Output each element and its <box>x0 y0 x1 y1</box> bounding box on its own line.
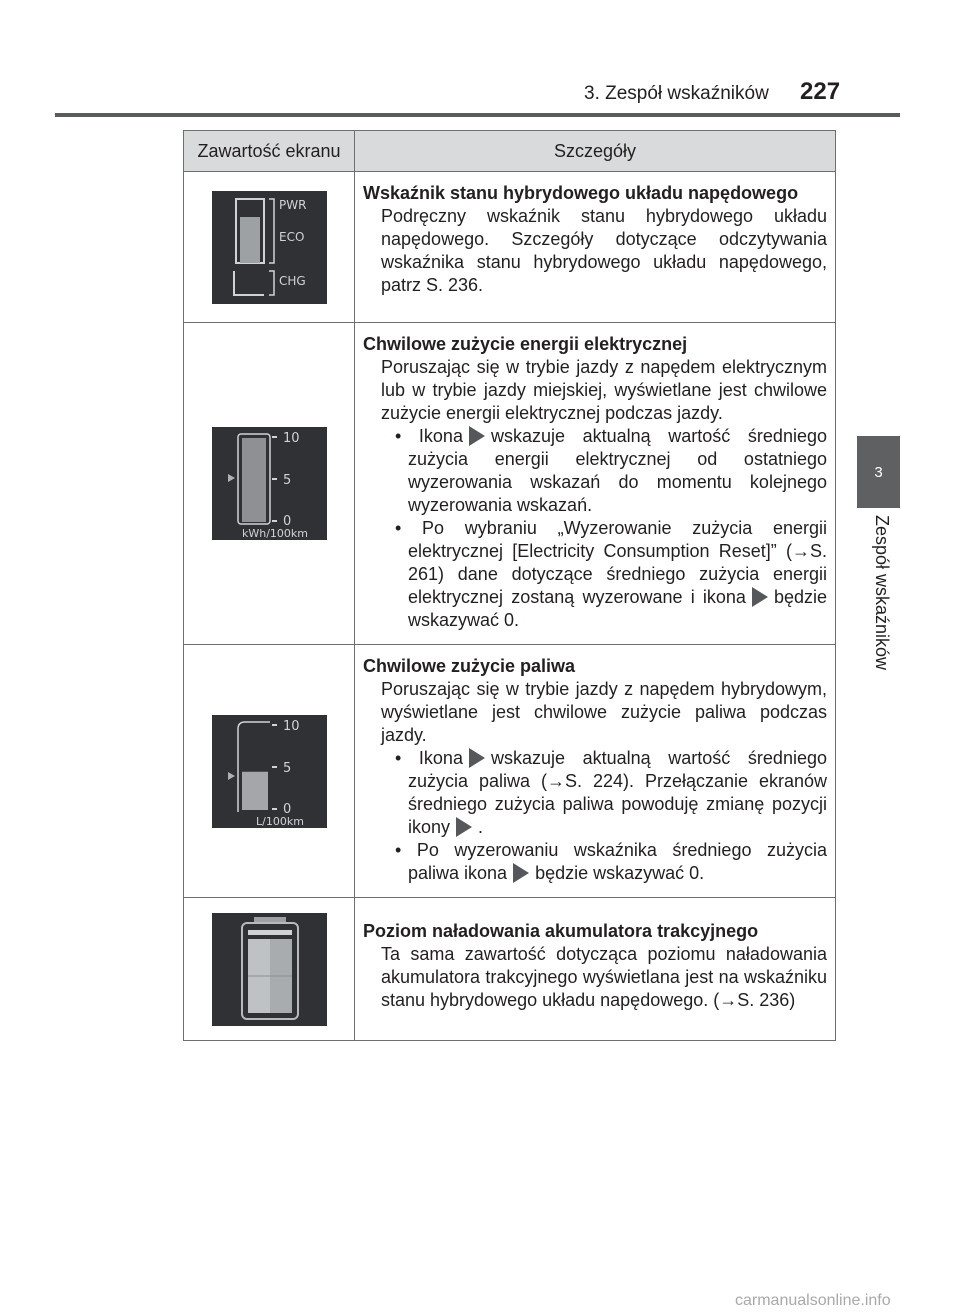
col-header-details: Szczegóły <box>355 131 836 172</box>
tick-label: 0 <box>282 801 291 817</box>
chg-label: CHG <box>278 273 306 288</box>
fuel-consumption-gauge-icon <box>212 715 327 828</box>
tick-label: 10 <box>282 718 300 734</box>
row-title: Chwilowe zużycie paliwa <box>363 656 576 676</box>
chapter-tab[interactable] <box>857 436 900 508</box>
chapter-title: Zespół wskaźników <box>872 515 892 671</box>
average-pointer-icon <box>469 748 485 768</box>
header-rule <box>55 113 900 117</box>
table-row <box>184 898 836 1041</box>
table-row <box>184 172 836 323</box>
row-text: Podręczny wskaźnik stanu hybrydowego układu napędowego. Szczegóły dotyczące odczytywania wskaźnika stanu hybrydowego układu napędowego, patrz S. 236. <box>381 206 827 295</box>
col-header-screen: Zawartość ekranu <box>184 131 355 172</box>
section-header: 3. Zespół wskaźników <box>584 83 769 104</box>
unit-label: kWh/100km <box>241 527 308 540</box>
average-pointer-icon <box>469 426 485 446</box>
list-item: • Po wybraniu „Wyzerowanie zużycia energii elektrycznej [Electricity Consumption Reset]” (→S. 261) dane dotyczące średniego zużycia energii elektrycznej zostaną wyzerowane i ikona będzie wskazywać 0. <box>395 518 827 630</box>
chapter-number: 3 <box>874 463 883 481</box>
watermark: carmanualsonline.info <box>735 1292 891 1309</box>
page-number: 227 <box>800 78 841 105</box>
table-row <box>184 323 836 645</box>
content-table <box>183 130 836 1041</box>
list-item: • Ikona wskazuje aktualną wartość średniego zużycia paliwa (→S. 224). Przełączanie ekranów średniego zużycia paliwa powoduję zmianę pozycji ikony . <box>395 748 827 837</box>
table-row <box>184 645 836 898</box>
row-title: Poziom naładowania akumulatora trakcyjnego <box>363 921 759 941</box>
table-header-row <box>184 131 836 172</box>
tick-label: 10 <box>282 431 300 446</box>
traction-battery-charge-icon <box>212 913 327 1026</box>
row-title: Wskaźnik stanu hybrydowego układu napędowego <box>363 183 799 203</box>
tick-label: 0 <box>282 514 291 529</box>
row-text: Ta sama zawartość dotycząca poziomu naładowania akumulatora trakcyjnego wyświetlana jest na wskaźniku stanu hybrydowego układu napędowego. (→S. 236) <box>381 944 827 1010</box>
average-pointer-icon <box>456 817 472 837</box>
average-pointer-icon <box>513 863 529 883</box>
list-item: • Ikona wskazuje aktualną wartość średniego zużycia energii elektrycznej od ostatniego wyzerowania wskazań do momentu kolejnego wyzerowania wskazań. <box>395 426 827 515</box>
hybrid-system-indicator-icon <box>212 191 327 304</box>
list-item: • Po wyzerowaniu wskaźnika średniego zużycia paliwa ikona będzie wskazywać 0. <box>395 840 827 883</box>
unit-label: L/100km <box>255 814 304 828</box>
row-text: Poruszając się w trybie jazdy z napędem hybrydowym, wyświetlane jest chwilowe zużycie paliwa podczas jazdy. <box>381 679 827 745</box>
row-title: Chwilowe zużycie energii elektrycznej <box>363 334 688 354</box>
average-pointer-icon <box>752 587 768 607</box>
eco-label: ECO <box>278 229 304 244</box>
tick-label: 5 <box>282 760 291 776</box>
pwr-label: PWR <box>278 197 306 212</box>
row-text: Poruszając się w trybie jazdy z napędem elektrycznym lub w trybie jazdy miejskiej, wyświetlane jest chwilowe zużycie energii elektrycznej podczas jazdy. <box>381 357 827 423</box>
tick-label: 5 <box>282 473 291 488</box>
electric-consumption-gauge-icon <box>212 427 327 540</box>
